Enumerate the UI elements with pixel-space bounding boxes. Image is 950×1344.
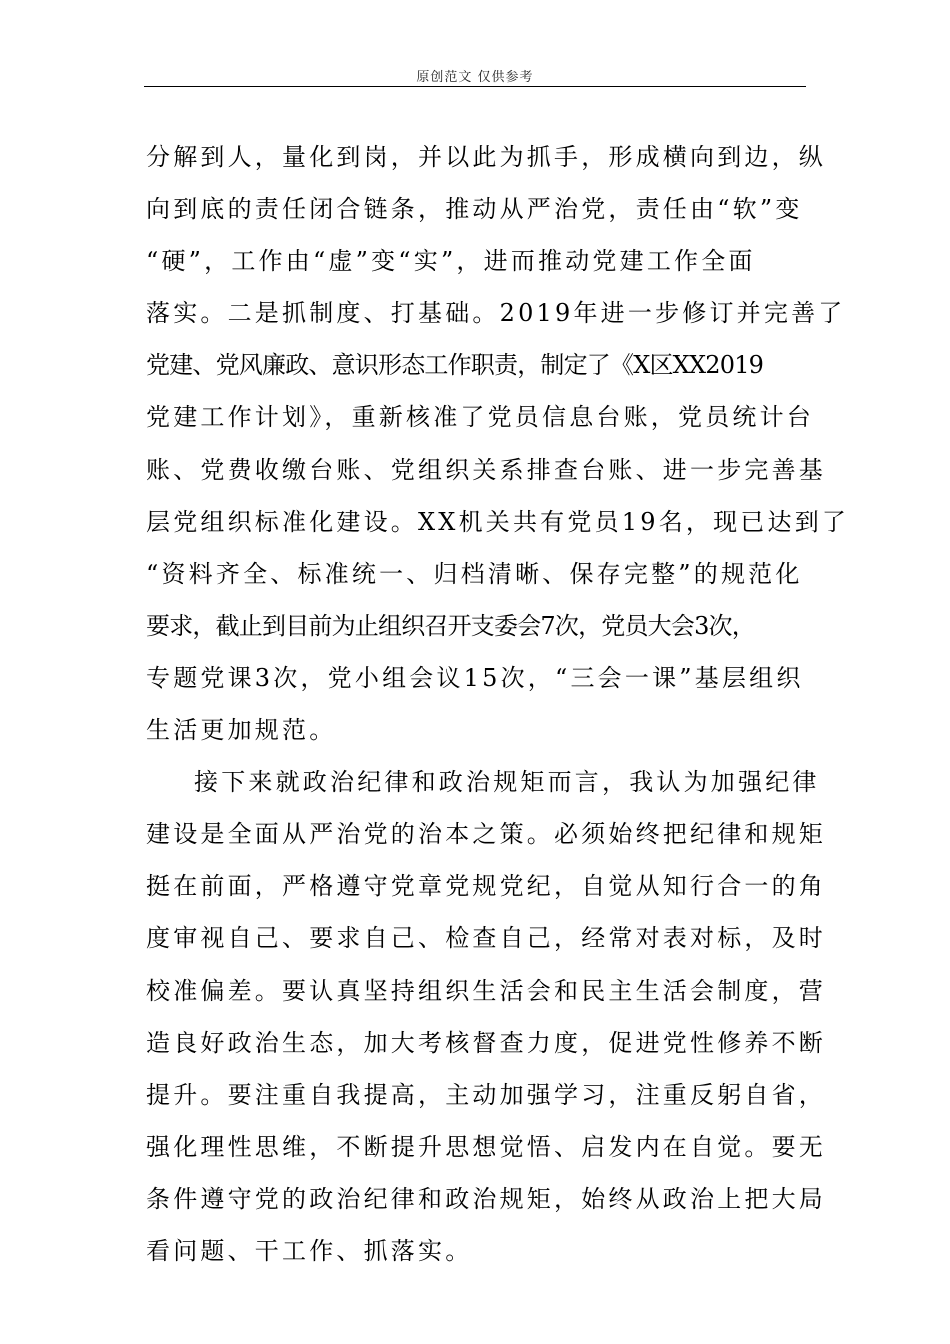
text-line: 账、党费收缴台账、党组织关系排查台账、进一步完善基 [146,455,826,484]
text-line: 接下来就政治纪律和政治规矩而言，我认为加强纪律 [194,768,820,797]
text-line: 层党组织标准化建设。XX机关共有党员19名，现已达到了 [146,507,850,536]
text-line: 看问题、干工作、抓落实。 [146,1236,473,1265]
text-line: 挺在前面，严格遵守党章党规党纪，自觉从知行合一的角 [146,872,826,901]
text-line: 要求，截止到目前为止组织召开支委会7次，党员大会3次， [146,611,755,640]
text-line: 强化理性思维，不断提升思想觉悟、启发内在自觉。要无 [146,1132,826,1161]
text-line: 条件遵守党的政治纪律和政治规矩，始终从政治上把大局 [146,1184,826,1213]
text-line: 分解到人，量化到岗，并以此为抓手，形成横向到边，纵 [146,143,826,171]
text-line: 专题党课3次，党小组会议15次，“三会一课”基层组织 [146,663,804,692]
paragraph-1 [146,131,850,756]
page-header: 原创范文 仅供参考 [416,70,534,85]
text-line: 落实。二是抓制度、打基础。2019年进一步修订并完善了 [146,299,846,328]
text-line: 生活更加规范。 [146,716,337,745]
text-line: 党建、党风廉政、意识形态工作职责，制定了《X区XX2019 [146,351,764,380]
text-line: 提升。要注重自我提高，主动加强学习，注重反躬自省， [146,1080,826,1109]
text-line: “资料齐全、标准统一、归档清晰、保存完整”的规范化 [146,559,803,588]
text-line: 校准偏差。要认真坚持组织生活会和民主生活会制度，营 [146,976,826,1005]
text-line: 度审视自己、要求自己、检查自己，经常对表对标，及时 [146,924,826,953]
document-body [146,131,850,1277]
text-line: 建设是全面从严治党的治本之策。必须始终把纪律和规矩 [146,820,826,849]
paragraph-2 [146,756,826,1277]
text-line: “硬”，工作由“虚”变“实”，进而推动党建工作全面 [146,247,756,276]
text-line: 造良好政治生态，加大考核督查力度，促进党性修养不断 [146,1028,826,1057]
text-line: 向到底的责任闭合链条，推动从严治党，责任由“软”变 [146,195,803,224]
text-line: 党建工作计划》，重新核准了党员信息台账，党员统计台 [146,403,814,432]
header-divider [144,86,806,87]
